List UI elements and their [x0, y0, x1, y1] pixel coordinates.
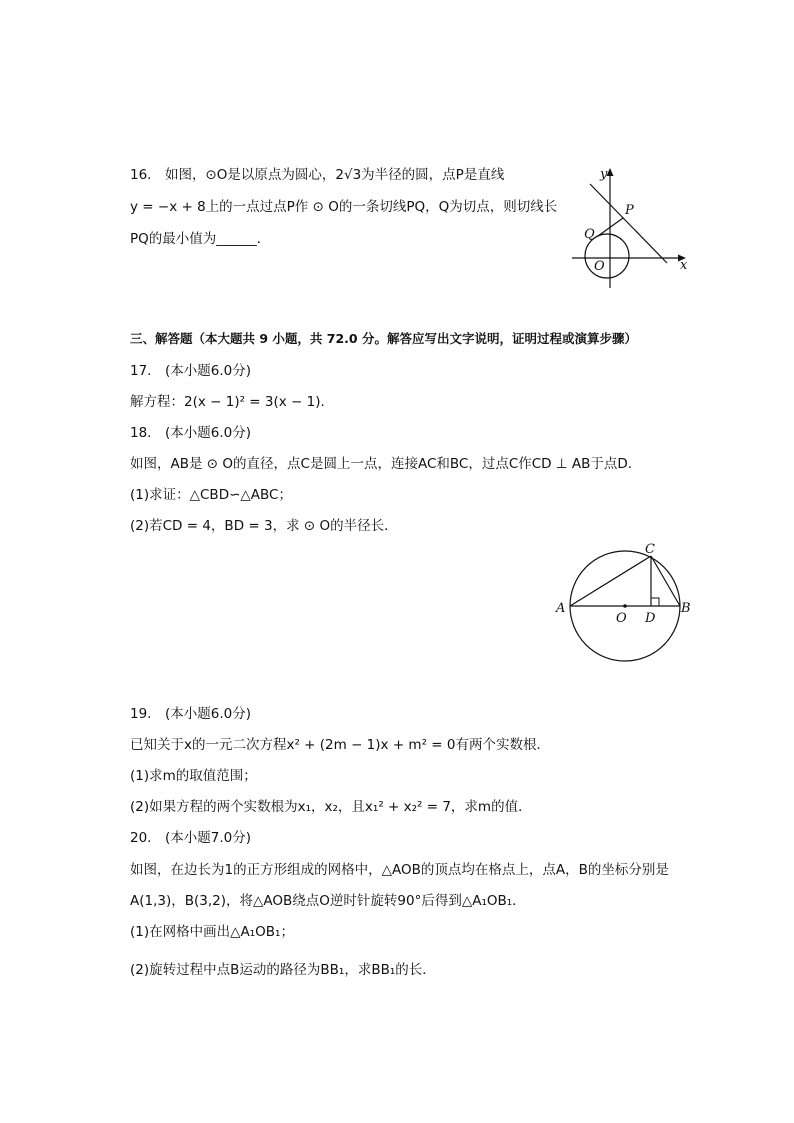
label-a: A [556, 601, 566, 616]
center-point [623, 604, 627, 608]
right-angle-mark [651, 598, 659, 606]
label-b: B [681, 601, 691, 616]
q19-part2: (2)如果方程的两个实数根为x₁，x₂，且x₁² + x₂² = 7，求m的值． [130, 799, 532, 815]
q16-line3: PQ的最小值为______． [130, 231, 271, 247]
label-d: D [645, 611, 656, 626]
q20-part2: (2)旋转过程中点B运动的路径为BB₁，求BB₁的长． [130, 962, 436, 978]
q17-body: 解方程：2(x − 1)² = 3(x − 1)． [130, 394, 334, 410]
label-x: x [680, 258, 688, 273]
q20-stem2: A(1,3)，B(3,2)，将△AOB绕点O逆时针旋转90°后得到△A₁OB₁． [130, 893, 526, 909]
label-c: C [645, 542, 655, 557]
q18-figure [550, 540, 700, 670]
label-o: O [594, 259, 605, 274]
q20-part1: (1)在网格中画出△A₁OB₁； [130, 924, 294, 940]
label-y: y [600, 167, 608, 182]
q18-part2: (2)若CD = 4，BD = 3，求 ⊙ O的半径长． [130, 518, 398, 534]
q16-figure [560, 160, 700, 295]
y-axis-arrow [607, 168, 614, 176]
label-p: P [625, 203, 634, 218]
q18-part1: (1)求证：△CBD∽△ABC； [130, 487, 292, 503]
section-3-title: 三、解答题（本大题共 9 小题，共 72.0 分。解答应写出文字说明，证明过程或演算步骤） [130, 331, 637, 346]
q19-part1: (1)求m的取值范围； [130, 768, 257, 784]
label-q: Q [584, 227, 595, 242]
q19-header: 19. (本小题6.0分) [130, 706, 251, 722]
q20-stem1: 如图，在边长为1的正方形组成的网格中，△AOB的顶点均在格点上，点A，B的坐标分别是 [130, 862, 669, 878]
q18-header: 18. (本小题6.0分) [130, 425, 251, 441]
q18-stem: 如图，AB是 ⊙ O的直径，点C是圆上一点，连接AC和BC，过点C作CD ⊥ AB于点D． [130, 456, 642, 472]
q19-stem: 已知关于x的一元二次方程x² + (2m − 1)x + m² = 0有两个实数根． [130, 737, 550, 753]
chord-ac [570, 556, 651, 606]
label-o: O [616, 611, 627, 626]
q20-header: 20. (本小题7.0分) [130, 830, 251, 846]
q17-header: 17. (本小题6.0分) [130, 363, 251, 379]
q16-line1: 16. 如图，⊙O是以原点为圆心，2√3为半径的圆，点P是直线 [130, 167, 505, 183]
q16-line2: y = −x + 8上的一点过点P作 ⊙ O的一条切线PQ，Q为切点，则切线长 [130, 199, 558, 215]
